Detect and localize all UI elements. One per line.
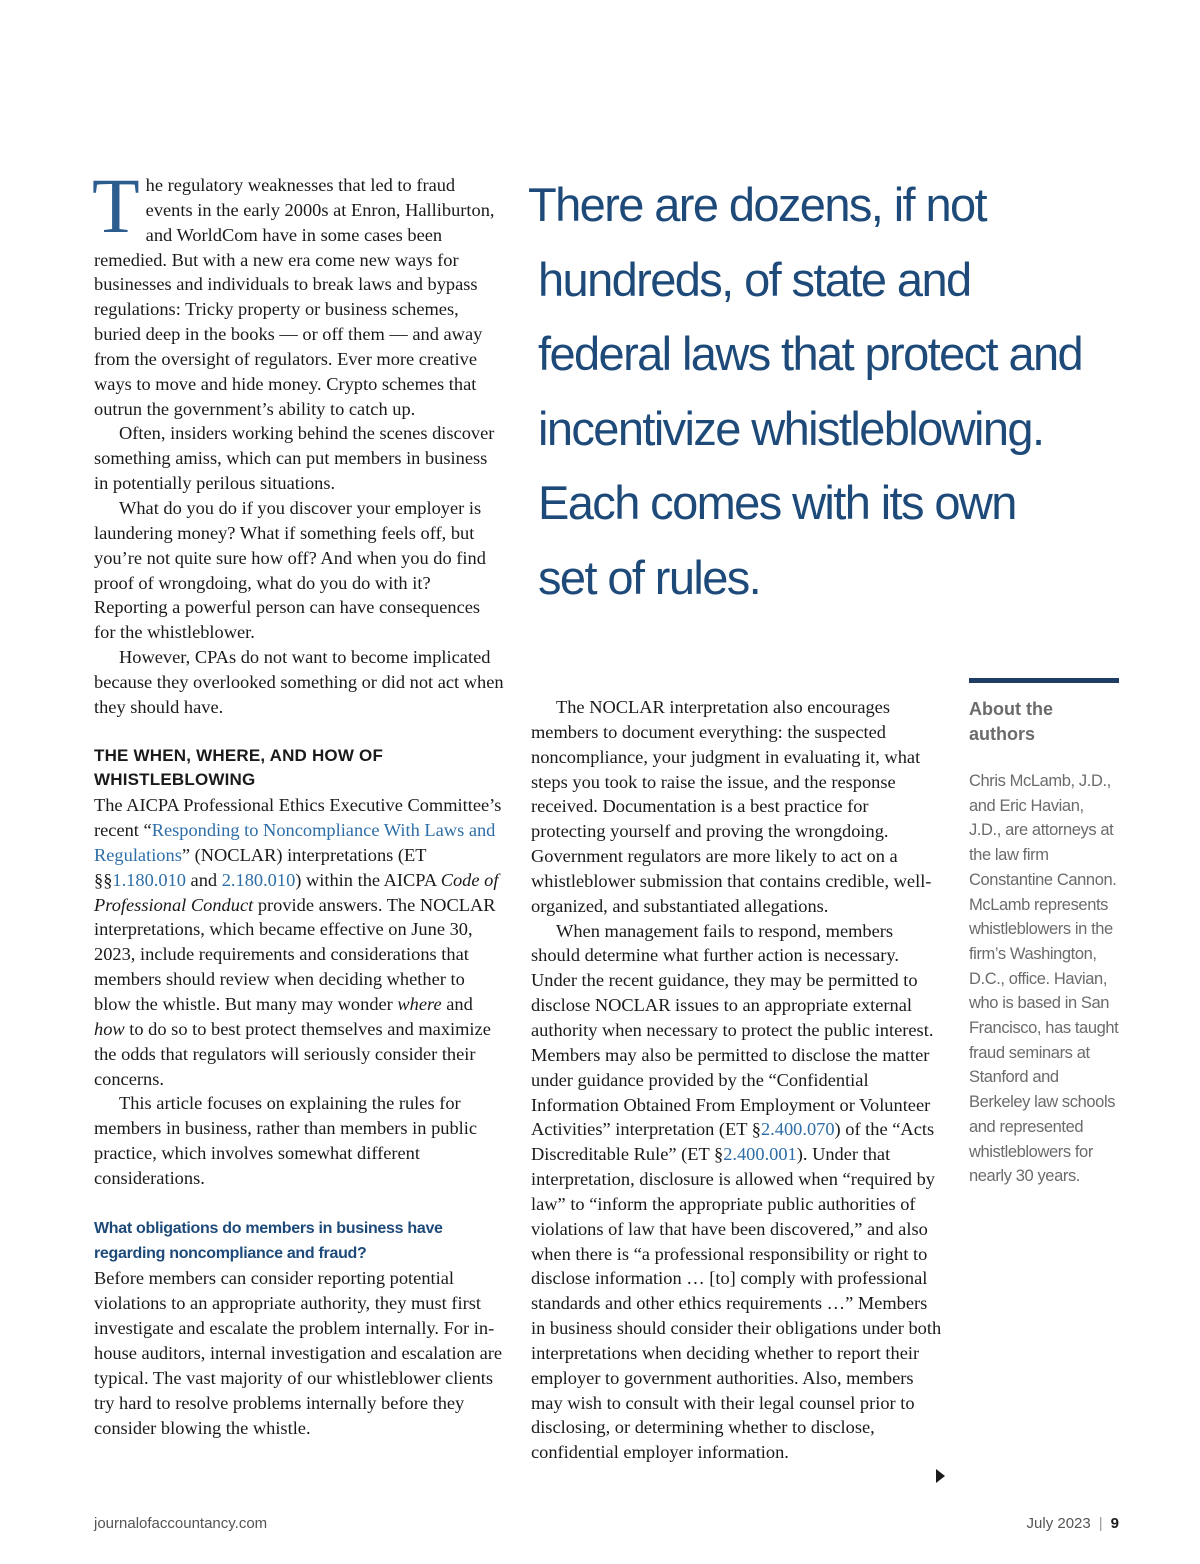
- continue-arrow-icon: [936, 1469, 945, 1483]
- sidebar-rule: [969, 678, 1119, 683]
- et-2-400-001-link[interactable]: 2.400.001: [723, 1144, 797, 1165]
- paragraph: Often, insiders working behind the scenes discover something amiss, which can put members in business in potentially perilous situations.: [94, 423, 495, 494]
- drop-cap: T: [92, 162, 140, 249]
- about-authors-sidebar: [969, 678, 1119, 1189]
- footer-separator: |: [1098, 1515, 1103, 1532]
- intro-paragraph: The regulatory weaknesses that led to fraud events in the early 2000s at Enron, Halliburton, and WorldCom have in some cases been remedied. But with a new era come new ways for businesses and individuals to break laws and bypass regulations: Tricky property or business schemes, buried deep in the books — or off them — and away from the oversight of regulators. Ever more creative ways to move and hide money. Crypto schemes that outrun the government’s ability to catch up.: [92, 162, 495, 419]
- pull-quote-line: hundreds, of state and: [538, 252, 971, 306]
- article-column-middle: [531, 695, 943, 1465]
- noclar-link[interactable]: Responding to Noncompliance With Laws and Regulations: [94, 820, 496, 865]
- et-2-180-010-link[interactable]: 2.180.010: [221, 869, 296, 890]
- paragraph: This article focuses on explaining the rules for members in business, rather than members in public practice, which involves somewhat different considerations.: [94, 1093, 478, 1188]
- page-number: 9: [1110, 1515, 1119, 1532]
- section-heading: THE WHEN, WHERE, AND HOW OF WHISTLEBLOWING: [94, 745, 384, 790]
- paragraph: The NOCLAR interpretation also encourages members to document everything: the suspected noncompliance, your judgment in evaluating it, what steps you took to raise the issue, and the response received. Documentation is a best practice for protecting yourself and proving the wrongdoing. Government regulators are more likely to act on a whistleblower submission that contains credible, well-organized, and substantiated allegations.: [531, 697, 932, 916]
- paragraph: When management fails to respond, members should determine what further action is necessary. Under the recent guidance, they may be permitted to disclose NOCLAR issues to an appropriate external authority when necessary to protect the public interest. Members may also be permitted to disclose the matter under guidance provided by the “Confidential Information Obtained From Employment or Volunteer Activities” interpretation (ET §2.400.070) of the “Acts Discreditable Rule” (ET §2.400.001). Under that interpretation, disclosure is allowed when “required by law” to “inform the appropriate public authorities of violations of law that have been discovered,” and also when there is “a professional responsibility or right to disclose information … [to] comply with professional standards and other ethics requirements …” Members in business should consider their obligations under both interpretations when deciding whether to report their employer to government authorities. Also, members may wish to consult with their legal counsel prior to disclosing, or determining whether to disclose, confidential employer information.: [531, 920, 942, 1463]
- paragraph: However, CPAs do not want to become implicated because they overlooked something or did not act when they should have.: [94, 647, 504, 717]
- pull-quote-line: incentivize whistleblowing.: [538, 401, 1044, 455]
- footer-page-info: [1027, 1515, 1119, 1532]
- footer-url[interactable]: journalofaccountancy.com: [94, 1515, 268, 1532]
- pull-quote: [528, 168, 1168, 615]
- paragraph: The AICPA Professional Ethics Executive Committee’s recent “Responding to Noncompliance With Laws and Regulations” (NOCLAR) interpretations (ET §§1.180.010 and 2.180.010) within the AICPA Code of Professional Conduct provide answers. The NOCLAR interpretations, which became effective on June 30, 2023, include requirements and considerations that members should review when deciding whether to blow the whistle. But many may wonder where and how to do so to best protect themselves and maximize the odds that regulators will seriously consider their concerns.: [94, 795, 502, 1089]
- paragraph: What do you do if you discover your employer is laundering money? What if something feels off, but you’re not quite sure how off? And when you do find proof of wrongdoing, what do you do with it? Reporting a powerful person can have consequences for the whistleblower.: [94, 497, 486, 643]
- subsection-heading: What obligations do members in business have regarding noncompliance and fraud?: [94, 1219, 443, 1262]
- pull-quote-line: federal laws that protect and: [538, 327, 1083, 380]
- et-2-400-070-link[interactable]: 2.400.070: [760, 1119, 835, 1140]
- sidebar-body: Chris McLamb, J.D., and Eric Havian, J.D., are attorneys at the law firm Constantine Cannon. McLamb represents whistleblowers in the firm’s Washington, D.C., office. Havian, who is based in San Francisco, has taught fraud seminars at Stanford and Berkeley law schools and represented whistleblowers for nearly 30 years.: [969, 772, 1119, 1186]
- pull-quote-line: set of rules.: [538, 550, 761, 604]
- footer-date: July 2023: [1026, 1515, 1091, 1532]
- sidebar-title: About the authors: [969, 699, 1053, 744]
- pull-quote-line: Each comes with its own: [538, 476, 1016, 529]
- pull-quote-line: There are dozens, if not: [528, 178, 986, 231]
- et-1-180-010-link[interactable]: 1.180.010: [112, 869, 186, 890]
- article-column-left: [92, 162, 506, 1440]
- paragraph: Before members can consider reporting potential violations to an appropriate authority, they must first investigate and escalate the problem internally. For in-house auditors, internal investigation and escalation are typical. The vast majority of our whistleblower clients try hard to resolve problems internally before they consider blowing the whistle.: [94, 1268, 503, 1438]
